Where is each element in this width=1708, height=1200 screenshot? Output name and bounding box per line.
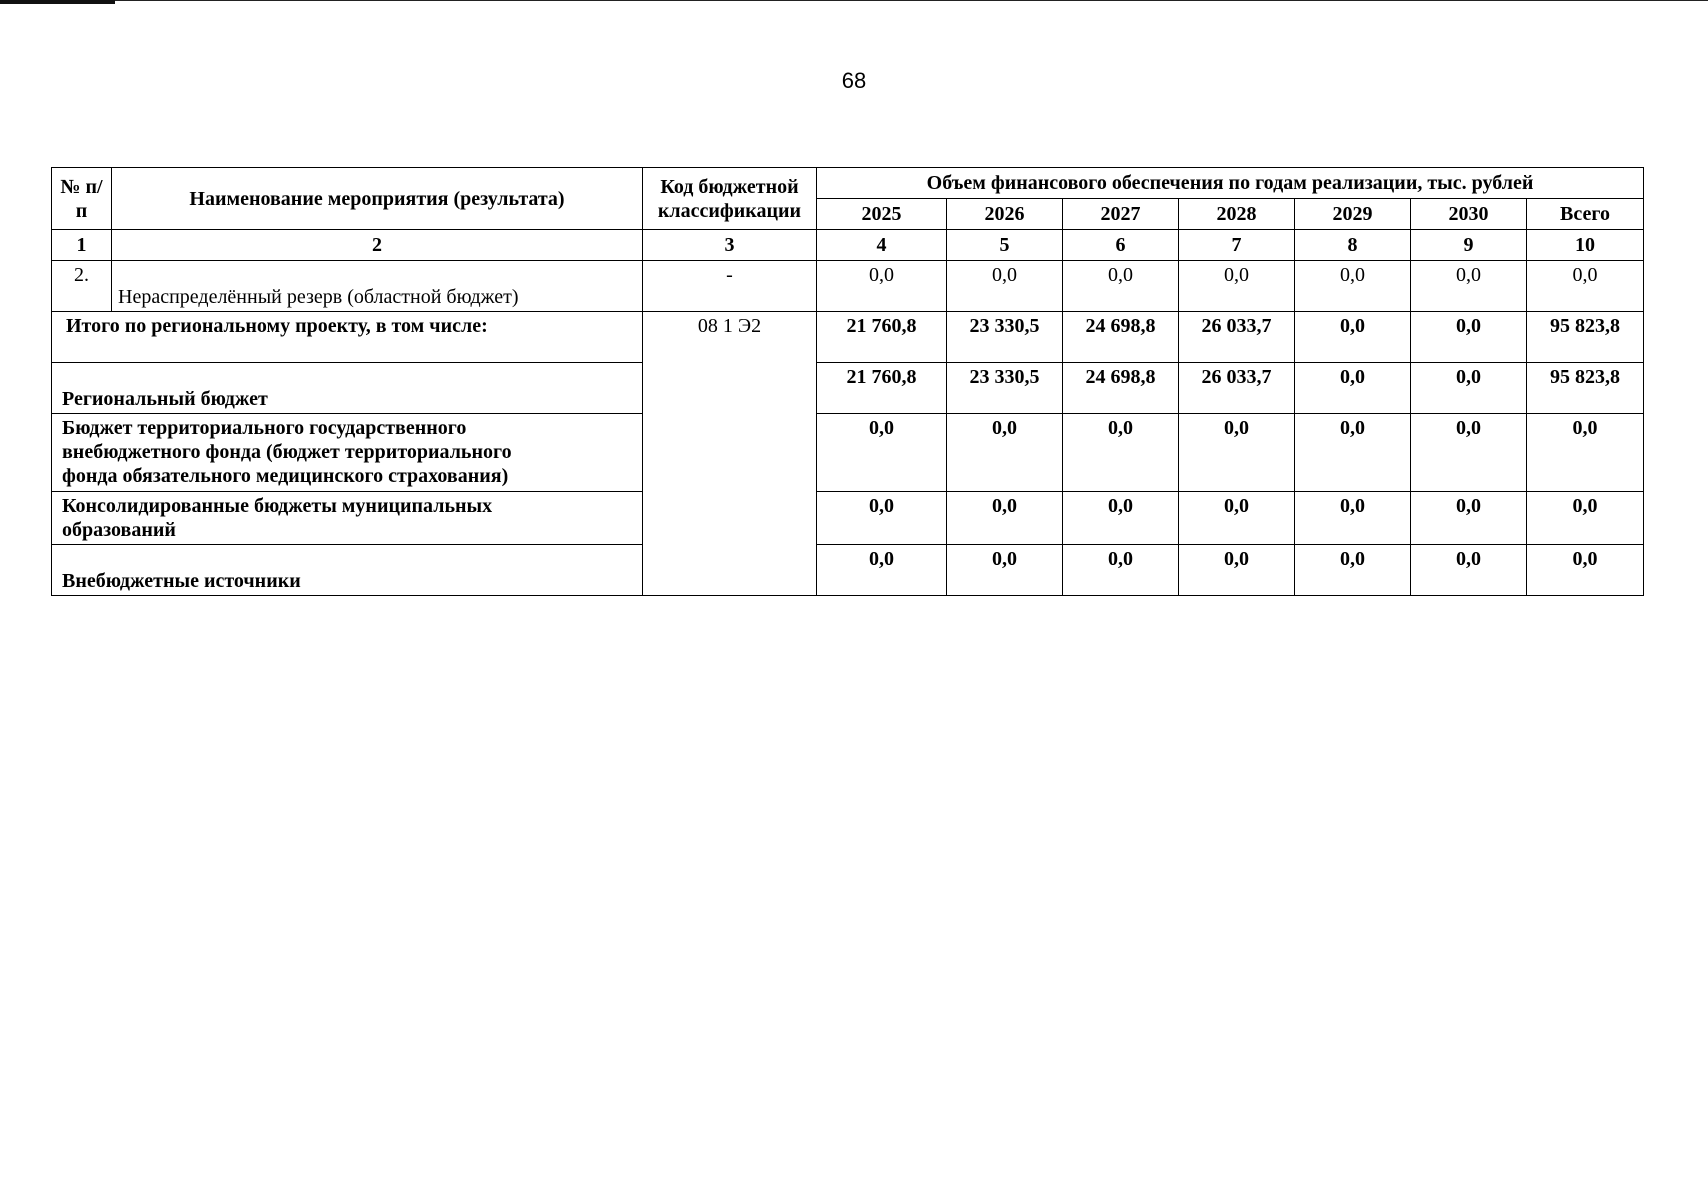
value-cell: 21 760,8 — [817, 363, 947, 414]
value-cell: 0,0 — [1295, 492, 1411, 545]
funding-source-name: Бюджет территориального государственного внебюджетного фонда (бюджет территориального фонда обязательного медицинского страхования) — [52, 414, 643, 492]
value-cell: 24 698,8 — [1063, 312, 1179, 363]
value-cell: 0,0 — [1411, 312, 1527, 363]
value-cell: 23 330,5 — [947, 312, 1063, 363]
value-cell: 24 698,8 — [1063, 363, 1179, 414]
column-index: 7 — [1179, 230, 1295, 261]
value-cell: 0,0 — [1411, 261, 1527, 312]
funding-source-row — [52, 414, 1644, 492]
column-index: 3 — [643, 230, 817, 261]
column-index: 8 — [1295, 230, 1411, 261]
column-index: 6 — [1063, 230, 1179, 261]
value-cell: 95 823,8 — [1527, 363, 1644, 414]
header-year: 2029 — [1295, 199, 1411, 230]
value-cell: 0,0 — [947, 261, 1063, 312]
value-cell: 0,0 — [1411, 363, 1527, 414]
value-cell: 0,0 — [817, 261, 947, 312]
value-cell: 0,0 — [817, 414, 947, 492]
header-year: 2030 — [1411, 199, 1527, 230]
header-name: Наименование мероприятия (результата) — [112, 168, 643, 230]
value-cell: 0,0 — [1411, 414, 1527, 492]
row-number: 2. — [52, 261, 112, 312]
value-cell: 0,0 — [1295, 363, 1411, 414]
value-cell: 0,0 — [1063, 414, 1179, 492]
value-cell: 23 330,5 — [947, 363, 1063, 414]
value-cell: 0,0 — [1527, 545, 1644, 596]
value-cell: 0,0 — [1179, 414, 1295, 492]
value-cell: 0,0 — [947, 492, 1063, 545]
value-cell: 21 760,8 — [817, 312, 947, 363]
header-code: Код бюджетной классификации — [643, 168, 817, 230]
funding-source-name: Консолидированные бюджеты муниципальных образований — [52, 492, 643, 545]
column-index: 2 — [112, 230, 643, 261]
header-funding: Объем финансового обеспечения по годам реализации, тыс. рублей — [817, 168, 1644, 199]
header-total: Всего — [1527, 199, 1644, 230]
header-row-1 — [52, 168, 1644, 199]
funding-source-name: Внебюджетные источники — [52, 545, 643, 596]
value-cell: 0,0 — [817, 492, 947, 545]
financing-table — [51, 167, 1644, 596]
value-cell: 95 823,8 — [1527, 312, 1644, 363]
column-index: 1 — [52, 230, 112, 261]
column-index: 5 — [947, 230, 1063, 261]
value-cell: 0,0 — [1411, 545, 1527, 596]
funding-source-row — [52, 545, 1644, 596]
value-cell: 0,0 — [1063, 261, 1179, 312]
page-number: 68 — [841, 68, 867, 93]
funding-source-row — [52, 492, 1644, 545]
header-num: № п/п — [52, 168, 112, 230]
total-row — [52, 312, 1644, 363]
total-label: Итого по региональному проекту, в том числе: — [52, 312, 643, 363]
header-year: 2027 — [1063, 199, 1179, 230]
funding-source-name: Региональный бюджет — [52, 363, 643, 414]
value-cell: 0,0 — [1411, 492, 1527, 545]
top-scan-rule — [0, 0, 1708, 1]
value-cell: 0,0 — [1063, 492, 1179, 545]
top-scan-mark — [0, 0, 115, 4]
value-cell: 0,0 — [947, 545, 1063, 596]
header-year: 2028 — [1179, 199, 1295, 230]
value-cell: 0,0 — [1295, 414, 1411, 492]
value-cell: 26 033,7 — [1179, 363, 1295, 414]
value-cell: 0,0 — [817, 545, 947, 596]
value-cell: 0,0 — [1295, 545, 1411, 596]
value-cell: 0,0 — [1179, 545, 1295, 596]
header-year: 2025 — [817, 199, 947, 230]
value-cell: 0,0 — [1527, 414, 1644, 492]
value-cell: 0,0 — [1179, 492, 1295, 545]
table-row — [52, 261, 1644, 312]
value-cell: 0,0 — [947, 414, 1063, 492]
value-cell: 0,0 — [1527, 261, 1644, 312]
row-name: Нераспределённый резерв (областной бюджет) — [112, 261, 643, 312]
value-cell: 0,0 — [1527, 492, 1644, 545]
funding-source-row — [52, 363, 1644, 414]
column-index: 10 — [1527, 230, 1644, 261]
total-code: 08 1 Э2 — [643, 312, 817, 596]
value-cell: 0,0 — [1295, 261, 1411, 312]
value-cell: 26 033,7 — [1179, 312, 1295, 363]
column-index-row — [52, 230, 1644, 261]
value-cell: 0,0 — [1063, 545, 1179, 596]
value-cell: 0,0 — [1295, 312, 1411, 363]
header-year: 2026 — [947, 199, 1063, 230]
value-cell: 0,0 — [1179, 261, 1295, 312]
row-code: - — [643, 261, 817, 312]
column-index: 9 — [1411, 230, 1527, 261]
column-index: 4 — [817, 230, 947, 261]
